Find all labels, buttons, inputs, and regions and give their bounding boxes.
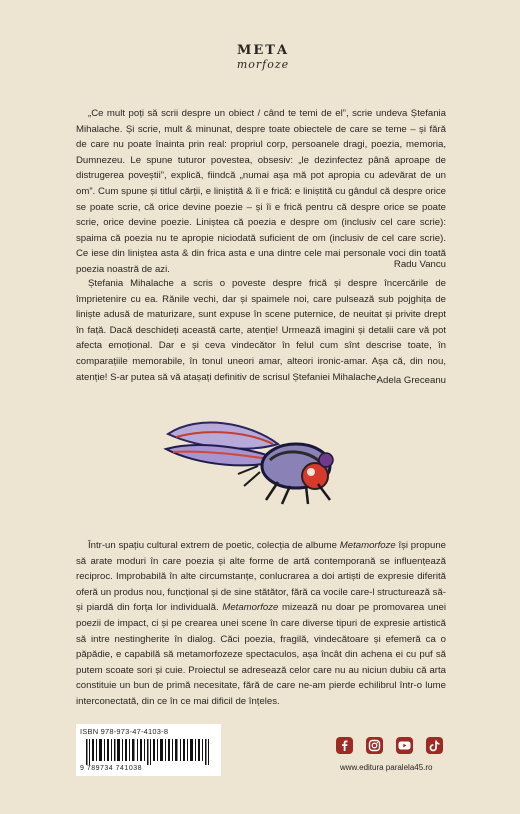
- barcode: [86, 739, 218, 765]
- series-text: Într-un spațiu cultural extrem de poetic, colecția de albume: [88, 540, 340, 551]
- instagram-link[interactable]: [366, 737, 383, 754]
- series-description: [76, 538, 446, 710]
- series-text: mizează nu doar pe promovarea unei poezii de impact, ci și pe crearea unei scene în care diverse tipuri de expresie artistică să intre nestingherite în dialog. Căci poezia, fragilă, vindecătoare și efemeră ca o păpădie, e capabilă să metamorfozeze spectaculos, așa încât din achena ei cu puf să putem scoate sori și cuie. Proiectul se adresează celor care nu au niciun dubiu că arta constituie un bun de primă necesitate, fără de care ne-am pierde echilibrul într-o lume interconectată, din ce în ce mai dificil de înțeles.: [76, 602, 446, 707]
- instagram-icon: [366, 737, 383, 754]
- blurb-adela-greceanu: [76, 276, 446, 385]
- logo-line-2: morfoze: [236, 58, 290, 71]
- isbn: ISBN 978-973-47-4103-8: [80, 727, 169, 736]
- youtube-link[interactable]: [396, 737, 413, 754]
- series-title: Metamorfoze: [339, 540, 396, 551]
- tiktok-link[interactable]: [426, 737, 443, 754]
- youtube-icon: [396, 737, 413, 754]
- tiktok-icon: [426, 737, 443, 754]
- blurb-author: Adela Greceanu: [376, 375, 446, 386]
- publisher-logo: [222, 44, 304, 78]
- logo-line-1: MEΤΑ: [236, 43, 290, 58]
- series-text: își propune să arate moduri în care poezia și alte forme de artă contemporană se influențează reciproc. Improbabilă în alte circumstanțe, conlucrarea a doi artiști de expresie diferită oferă un produs nou, funcțional și de sine stătător, fără ca vocile care-l structurează să-și piardă din forța lor individuală.: [76, 540, 446, 614]
- blurb-text: „Ce mult poți să scrii despre un obiect / când te temi de el”, scrie undeva Ștefania Mihalache. Și scrie, mult & minunat, despre toate obiectele de care se teme – și fără de care nu poate înainta prin real: propriul corp, persoanele dragi, poezia, memoria, Dumnezeu. Le spune tuturor povestea, obsesiv: „le dezinfectez până aproape de distrugerea poveștii”, explică, fiindcă „numai așa mă pot apropia cu adevărat de un om”. Cum spune și titlul cărții, e liniștită & îi e frică: e liniștită cu gândul că despre orice se poate scrie, că orice devine poezie – și îi e frică pentru că despre orice se poate scrie, orice devine poezie. Liniștea că poezia e despre om (inclusiv cel care scrie): spaima că poezia nu te apropie niciodată suficient de om (inclusiv de cel care scrie). Ce iese din liniștea asta & din frica asta e una dintre cele mai personale voci din toată poezia noastră de azi.: [76, 108, 446, 275]
- blurb-radu-vancu: [76, 106, 446, 278]
- publisher-website[interactable]: www.editura paralela45.ro: [340, 763, 433, 772]
- blurb-author: Radu Vancu: [393, 259, 446, 270]
- series-title: Metamorfoze: [222, 602, 279, 614]
- facebook-link[interactable]: [336, 737, 353, 754]
- facebook-icon: [336, 737, 353, 754]
- barcode-number: 9 789734 741038: [80, 765, 142, 772]
- fly-illustration: [158, 404, 348, 508]
- blurb-text: Ștefania Mihalache a scris o poveste despre frică și despre încercările de împrietenire cu ea. Rănile vechi, dar și spaimele noi, care pulsează sub pojghița de liniște adusă de maturizare, sunt expuse în scene puternice, de neuitat și privite drept în față. Dacă deschideți această carte, atenție! Urmează imagini și detalii care vă pot afecta emoțional. Dar e și ceva vindecător în felul cum sînt descrise toate, în comparațiile memorabile, în tonul uneori amar, alteori ironic-amar. Așa că, din nou, atenție! S-ar putea să vă atașați definitiv de scrisul Ștefaniei Mihalache.: [76, 278, 446, 383]
